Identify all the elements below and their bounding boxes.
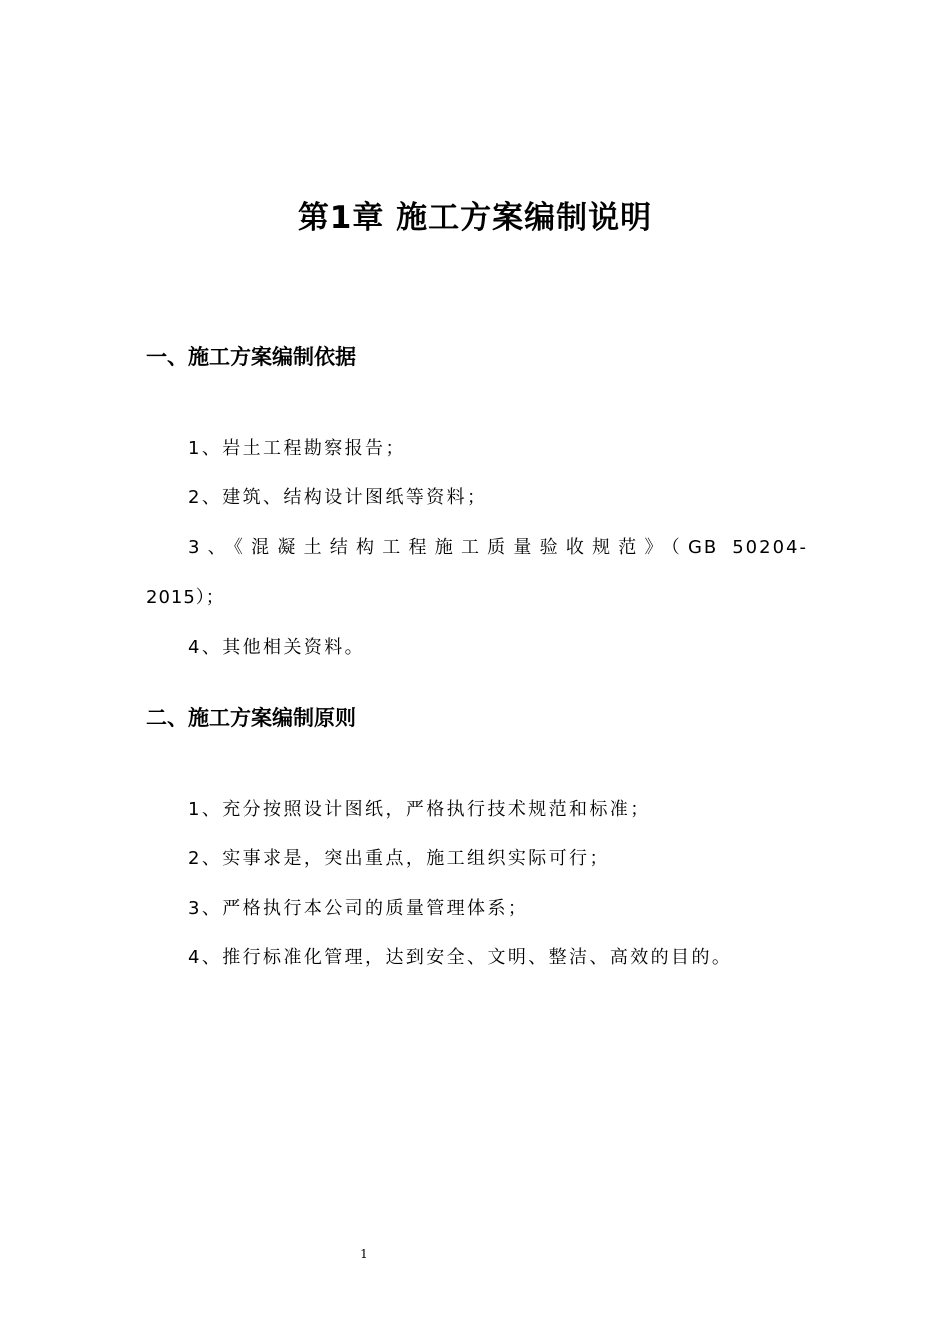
list-item-line-1: 3、《混凝土结构工程施工质量验收规范》（GB 50204- xyxy=(188,537,808,558)
page-number: 1 xyxy=(360,1247,368,1261)
list-item: 4、推行标准化管理，达到安全、文明、整洁、高效的目的。 xyxy=(188,947,733,968)
list-item: 1、充分按照设计图纸，严格执行技术规范和标准； xyxy=(188,799,651,820)
chapter-title: 第1章 施工方案编制说明 xyxy=(297,200,653,236)
section-heading-principles: 二、施工方案编制原则 xyxy=(146,706,356,730)
list-item: 2、实事求是，突出重点，施工组织实际可行； xyxy=(188,848,610,869)
list-item: 3、严格执行本公司的质量管理体系； xyxy=(188,898,529,919)
list-item-line-2: 2015）； xyxy=(146,587,225,608)
list-item: 2、建筑、结构设计图纸等资料； xyxy=(188,487,488,508)
section-heading-basis: 一、施工方案编制依据 xyxy=(146,345,356,369)
list-item-wrapped xyxy=(146,523,808,623)
list-item: 1、岩土工程勘察报告； xyxy=(188,438,406,459)
list-item: 4、其他相关资料。 xyxy=(188,637,366,658)
